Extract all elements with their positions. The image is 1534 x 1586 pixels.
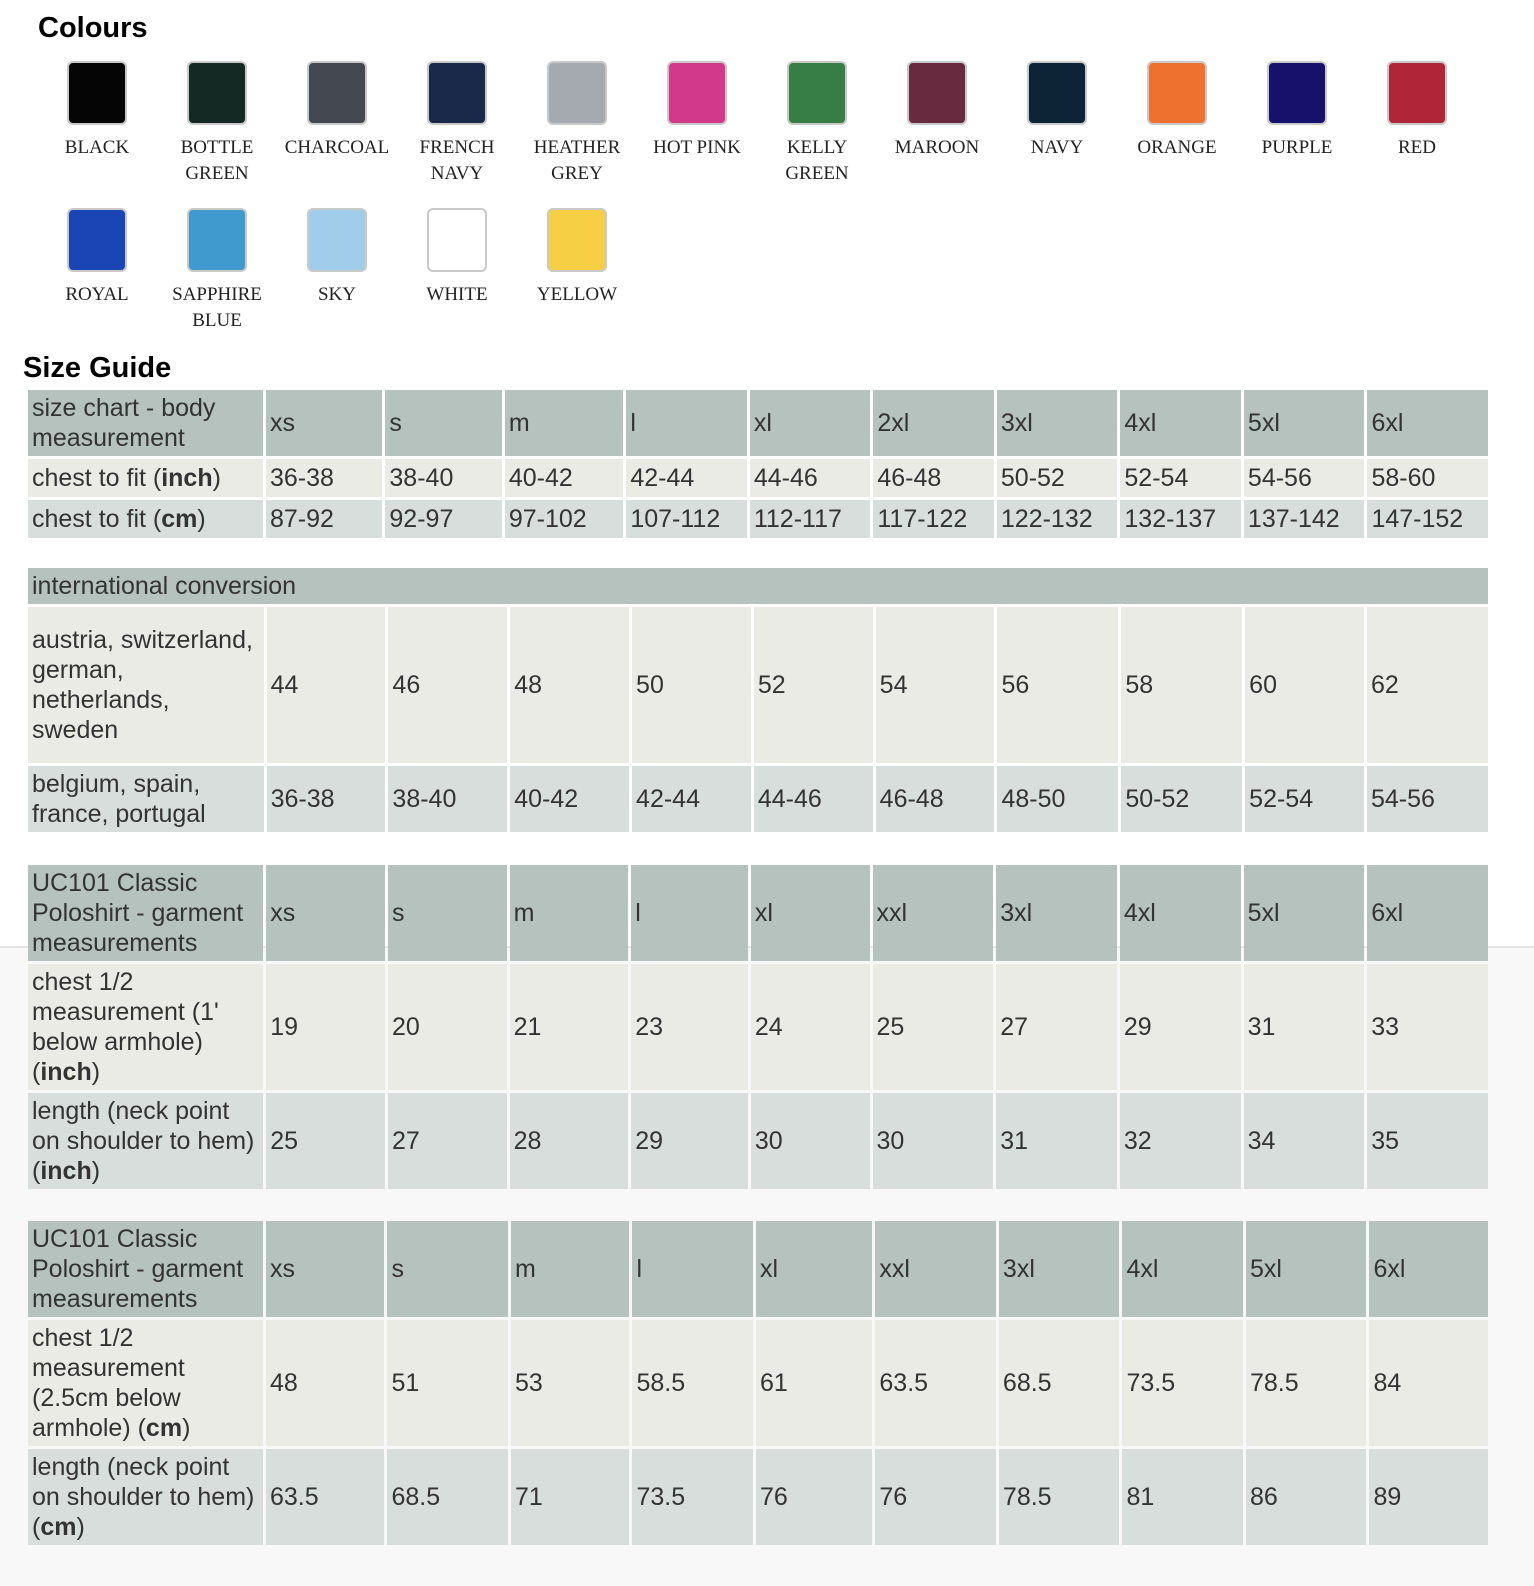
measurement-cell: 132-137	[1120, 500, 1241, 538]
row-label-close: )	[197, 505, 206, 533]
size-header-cell: l	[626, 390, 747, 456]
size-header-cell: s	[387, 1221, 508, 1317]
measurement-cell: 28	[510, 1093, 629, 1189]
measurement-cell: 32	[1120, 1093, 1241, 1189]
conversion-cell: 56	[997, 607, 1118, 763]
size-header-cell: 6xl	[1369, 1221, 1488, 1317]
conversion-cell: 52-54	[1245, 766, 1364, 832]
conversion-cell: 36-38	[267, 766, 386, 832]
table-row	[28, 1093, 1488, 1189]
measurement-cell: 19	[266, 964, 385, 1090]
measurement-cell: 78.5	[999, 1449, 1120, 1545]
colour-option[interactable]	[517, 208, 637, 350]
size-header-cell: 5xl	[1244, 390, 1365, 456]
measurement-cell: 68.5	[999, 1320, 1120, 1446]
measurement-cell: 21	[510, 964, 629, 1090]
conversion-cell: 60	[1245, 607, 1364, 763]
colour-option[interactable]	[1237, 61, 1357, 203]
colour-option[interactable]	[37, 61, 157, 203]
measurement-cell: 97-102	[505, 500, 623, 538]
measurement-cell: 27	[388, 1093, 507, 1189]
colour-name: CHARCOAL	[284, 137, 390, 158]
measurement-cell: 53	[511, 1320, 629, 1446]
measurement-cell: 25	[873, 964, 994, 1090]
size-header-cell: 4xl	[1122, 1221, 1243, 1317]
row-label	[28, 459, 263, 497]
colour-name: PURPLE	[1261, 137, 1333, 158]
row-label-unit: cm	[40, 1513, 77, 1541]
measurement-cell: 23	[631, 964, 748, 1090]
measurement-cell: 31	[996, 1093, 1117, 1189]
measurement-cell: 107-112	[626, 500, 747, 538]
colour-swatch-grid	[37, 61, 1477, 350]
colour-option[interactable]	[757, 61, 877, 203]
size-header-cell: l	[631, 865, 748, 961]
measurement-cell: 147-152	[1367, 500, 1488, 538]
measurement-cell: 117-122	[873, 500, 994, 538]
colour-swatch[interactable]	[1147, 61, 1207, 125]
measurement-cell: 61	[756, 1320, 872, 1446]
row-label-text: chest to fit (	[32, 505, 162, 533]
colour-name: SAPPHIRE BLUE	[172, 284, 262, 331]
table-title-cell: UC101 Classic Poloshirt - garment measurements	[28, 865, 263, 961]
colour-option[interactable]	[997, 61, 1117, 203]
table-row	[28, 964, 1488, 1090]
row-label-text: chest to fit (	[32, 464, 162, 492]
measurement-cell: 73.5	[632, 1449, 753, 1545]
size-header-cell: 2xl	[873, 390, 994, 456]
colour-swatch[interactable]	[667, 61, 727, 125]
measurement-cell: 68.5	[387, 1449, 508, 1545]
conversion-cell: 50-52	[1121, 766, 1242, 832]
table-row	[28, 607, 1488, 763]
colour-option[interactable]	[37, 208, 157, 350]
colour-name: ORANGE	[1137, 137, 1217, 158]
measurement-cell: 48	[266, 1320, 384, 1446]
row-label-close: )	[212, 464, 221, 492]
size-guide-heading: Size Guide	[23, 352, 172, 384]
table-row	[28, 1320, 1488, 1446]
size-header-cell: xxl	[875, 1221, 996, 1317]
colours-heading: Colours	[38, 12, 148, 44]
measurement-cell: 92-97	[385, 500, 501, 538]
colour-name: BOTTLE GREEN	[180, 137, 254, 184]
colour-name: SKY	[317, 284, 356, 305]
colour-swatch[interactable]	[787, 61, 847, 125]
measurement-cell: 54-56	[1244, 459, 1365, 497]
measurement-cell: 58-60	[1367, 459, 1488, 497]
measurement-cell: 89	[1369, 1449, 1488, 1545]
row-label-unit: cm	[145, 1414, 183, 1442]
colour-option[interactable]	[877, 61, 997, 203]
measurement-cell: 46-48	[873, 459, 994, 497]
table-row	[28, 500, 1488, 538]
measurement-cell: 51	[387, 1320, 508, 1446]
measurement-cell: 24	[751, 964, 870, 1090]
measurement-cell: 35	[1367, 1093, 1488, 1189]
measurement-cell: 73.5	[1122, 1320, 1243, 1446]
measurement-cell: 20	[388, 964, 507, 1090]
measurement-cell: 29	[1120, 964, 1241, 1090]
measurement-cell: 30	[873, 1093, 994, 1189]
conversion-cell: 54	[876, 607, 995, 763]
row-label-close: )	[91, 1058, 101, 1086]
colour-name: FRENCH NAVY	[419, 137, 495, 184]
colour-option[interactable]	[637, 61, 757, 203]
measurement-cell: 29	[631, 1093, 748, 1189]
colour-swatch[interactable]	[427, 208, 487, 272]
measurement-cell: 40-42	[505, 459, 623, 497]
garment-measurements-inch-table	[25, 862, 1491, 1192]
measurement-cell: 30	[751, 1093, 870, 1189]
measurement-cell: 76	[875, 1449, 996, 1545]
colour-swatch[interactable]	[67, 61, 127, 125]
measurement-cell: 63.5	[875, 1320, 996, 1446]
measurement-cell: 71	[511, 1449, 629, 1545]
row-label-text: chest 1/2 measurement (1' below armhole) (	[32, 968, 219, 1086]
size-header-cell: 4xl	[1120, 390, 1241, 456]
size-header-cell: s	[388, 865, 507, 961]
size-header-cell: xxl	[873, 865, 994, 961]
size-header-cell: 3xl	[999, 1221, 1120, 1317]
colour-swatch[interactable]	[907, 61, 967, 125]
colour-name: ROYAL	[65, 284, 129, 305]
measurement-cell: 27	[996, 964, 1117, 1090]
size-header-cell: 5xl	[1246, 1221, 1367, 1317]
colour-swatch[interactable]	[547, 61, 607, 125]
table-title-cell: size chart - body measurement	[28, 390, 263, 456]
measurement-cell: 50-52	[997, 459, 1118, 497]
size-header-cell: xl	[751, 865, 870, 961]
colour-option[interactable]	[1357, 61, 1477, 203]
conversion-cell: 54-56	[1367, 766, 1488, 832]
size-header-cell: s	[385, 390, 501, 456]
body-measurement-table	[25, 387, 1491, 541]
measurement-cell: 78.5	[1246, 1320, 1367, 1446]
size-header-cell: 3xl	[996, 865, 1117, 961]
row-label-close: )	[182, 1414, 191, 1442]
row-label-unit: inch	[161, 464, 213, 492]
colour-name: YELLOW	[536, 284, 618, 305]
table-title-cell: UC101 Classic Poloshirt - garment measurements	[28, 1221, 263, 1317]
colour-name: WHITE	[426, 284, 488, 305]
colour-name: NAVY	[1030, 137, 1084, 158]
size-header-cell: xs	[266, 390, 382, 456]
measurement-cell: 87-92	[266, 500, 382, 538]
size-header-cell: xs	[266, 865, 385, 961]
conversion-cell: 48	[510, 607, 629, 763]
row-label-unit: inch	[40, 1157, 92, 1185]
international-conversion-table	[25, 565, 1491, 835]
conversion-cell: 44	[267, 607, 386, 763]
table-header-row	[28, 568, 1488, 604]
colour-name: RED	[1398, 137, 1436, 158]
row-label	[28, 1449, 263, 1545]
size-header-cell: m	[511, 1221, 629, 1317]
size-header-cell: 5xl	[1244, 865, 1365, 961]
measurement-cell: 86	[1246, 1449, 1367, 1545]
measurement-cell: 63.5	[266, 1449, 384, 1545]
colour-option[interactable]	[517, 61, 637, 203]
measurement-cell: 36-38	[266, 459, 382, 497]
colour-name: HEATHER GREY	[533, 137, 621, 184]
measurement-cell: 84	[1369, 1320, 1488, 1446]
conversion-cell: 62	[1367, 607, 1488, 763]
colour-swatch[interactable]	[187, 61, 247, 125]
size-header-cell: xl	[756, 1221, 872, 1317]
size-header-cell: l	[632, 1221, 753, 1317]
colour-option[interactable]	[397, 208, 517, 350]
measurement-cell: 112-117	[750, 500, 871, 538]
table-row	[28, 459, 1488, 497]
conversion-cell: 38-40	[388, 766, 507, 832]
measurement-cell: 137-142	[1244, 500, 1365, 538]
colour-option[interactable]	[277, 61, 397, 203]
row-label: belgium, spain, france, portugal	[28, 766, 264, 832]
conversion-cell: 44-46	[754, 766, 873, 832]
conversion-cell: 42-44	[632, 766, 751, 832]
colour-swatch[interactable]	[307, 61, 367, 125]
size-header-cell: 6xl	[1367, 865, 1488, 961]
row-label-unit: cm	[161, 505, 198, 533]
row-label-close: )	[76, 1513, 85, 1541]
measurement-cell: 81	[1122, 1449, 1243, 1545]
colour-swatch[interactable]	[187, 208, 247, 272]
table-header-row	[28, 1221, 1488, 1317]
size-header-cell: 4xl	[1120, 865, 1241, 961]
size-header-cell: 6xl	[1367, 390, 1488, 456]
measurement-cell: 25	[266, 1093, 385, 1189]
conversion-cell: 46	[388, 607, 507, 763]
table-header-row	[28, 390, 1488, 456]
measurement-cell: 31	[1244, 964, 1365, 1090]
colour-option[interactable]	[397, 61, 517, 203]
row-label-text: length (neck point on shoulder to hem) (	[32, 1453, 255, 1541]
row-label	[28, 1093, 263, 1189]
measurement-cell: 58.5	[632, 1320, 753, 1446]
table-header-row	[28, 865, 1488, 961]
measurement-cell: 52-54	[1120, 459, 1241, 497]
colour-name: HOT PINK	[653, 137, 741, 158]
row-label	[28, 1320, 263, 1446]
size-header-cell: m	[505, 390, 623, 456]
conversion-cell: 48-50	[997, 766, 1118, 832]
measurement-cell: 122-132	[997, 500, 1118, 538]
colour-swatch[interactable]	[67, 208, 127, 272]
colour-name: KELLY GREEN	[785, 137, 849, 184]
row-label	[28, 500, 263, 538]
colour-option[interactable]	[157, 208, 277, 350]
measurement-cell: 44-46	[750, 459, 871, 497]
table-row	[28, 1449, 1488, 1545]
row-label-close: )	[91, 1157, 101, 1185]
conversion-cell: 58	[1121, 607, 1242, 763]
colour-swatch[interactable]	[427, 61, 487, 125]
row-label-unit: inch	[40, 1058, 92, 1086]
colour-swatch[interactable]	[1027, 61, 1087, 125]
measurement-cell: 38-40	[385, 459, 501, 497]
colour-option[interactable]	[277, 208, 397, 350]
measurement-cell: 76	[756, 1449, 872, 1545]
colour-swatch[interactable]	[1387, 61, 1447, 125]
colour-option[interactable]	[1117, 61, 1237, 203]
size-header-cell: m	[510, 865, 629, 961]
row-label: austria, switzerland, german, netherlands, sweden	[28, 607, 264, 763]
measurement-cell: 34	[1244, 1093, 1365, 1189]
size-header-cell: xs	[266, 1221, 384, 1317]
row-label-text: length (neck point on shoulder to hem) (	[32, 1097, 255, 1185]
conversion-cell: 46-48	[876, 766, 995, 832]
table-row	[28, 766, 1488, 832]
measurement-cell: 42-44	[626, 459, 747, 497]
conversion-cell: 40-42	[510, 766, 629, 832]
size-header-cell: xl	[750, 390, 871, 456]
conversion-cell: 50	[632, 607, 751, 763]
garment-measurements-cm-table	[25, 1218, 1491, 1548]
colour-swatch[interactable]	[1267, 61, 1327, 125]
colour-option[interactable]	[157, 61, 277, 203]
size-header-cell: 3xl	[997, 390, 1118, 456]
colour-swatch[interactable]	[307, 208, 367, 272]
conversion-cell: 52	[754, 607, 873, 763]
row-label	[28, 964, 263, 1090]
colour-swatch[interactable]	[547, 208, 607, 272]
colour-name: MAROON	[894, 137, 980, 158]
table-title-cell: international conversion	[28, 568, 1488, 604]
measurement-cell: 33	[1367, 964, 1488, 1090]
row-label-text: chest 1/2 measurement (2.5cm below armhole) (	[32, 1324, 185, 1442]
colour-name: BLACK	[64, 137, 130, 158]
